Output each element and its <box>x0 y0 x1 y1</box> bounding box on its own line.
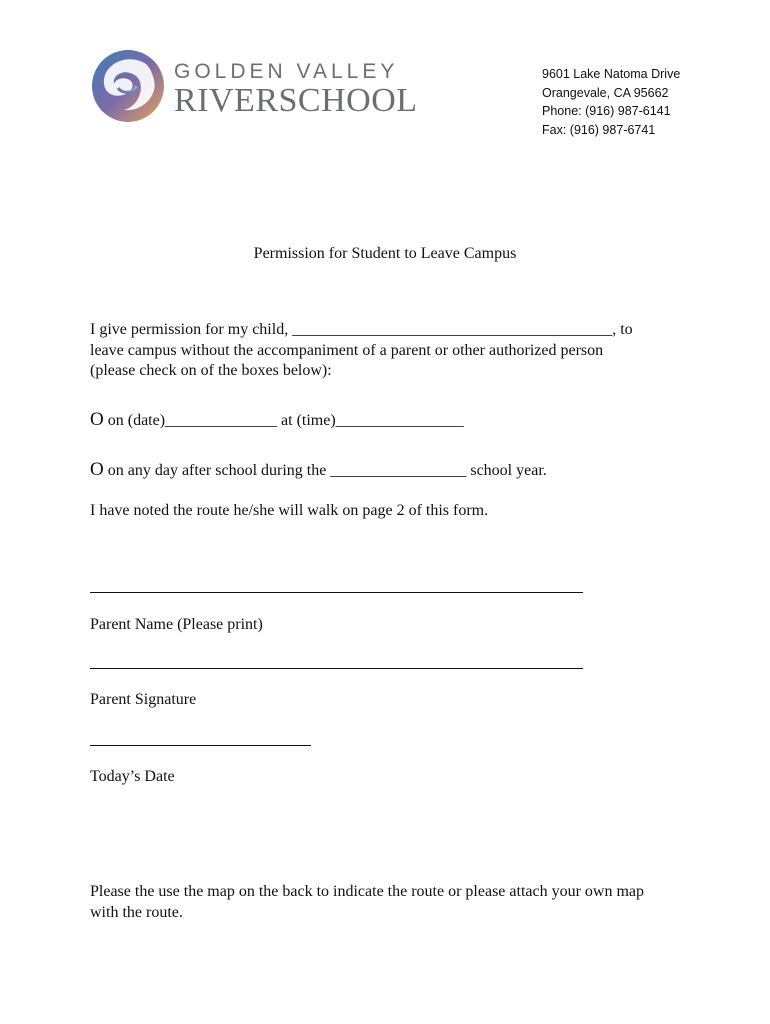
route-note: I have noted the route he/she will walk on page 2 of this form. <box>90 502 489 519</box>
parent-signature-label: Parent Signature <box>90 691 197 708</box>
option-date-time-checkbox[interactable]: O <box>90 409 104 430</box>
option-school-year-label: on any day after school during the _________________ school year. <box>107 462 547 479</box>
option-school-year-checkbox[interactable]: O <box>90 459 104 480</box>
map-note-line-1: Please the use the map on the back to indicate the route or please attach your own map <box>90 883 645 900</box>
logo-line-golden-valley: GOLDEN VALLEY <box>174 60 399 83</box>
school-logo <box>88 44 418 128</box>
form-title: Permission for Student to Leave Campus <box>253 245 517 262</box>
permission-line-2: leave campus without the accompaniment of a parent or other authorized person <box>90 342 604 359</box>
todays-date-label: Today’s Date <box>90 768 175 785</box>
address-fax: Fax: (916) 987-6741 <box>542 122 656 137</box>
school-logo-emblem-icon <box>88 44 168 128</box>
option-school-year <box>90 459 547 481</box>
parent-name-label: Parent Name (Please print) <box>90 616 263 633</box>
address-city: Orangevale, CA 95662 <box>542 85 669 100</box>
option-date-time <box>90 409 464 431</box>
permission-line-1: I give permission for my child, ________________________________________, to <box>90 321 633 338</box>
logo-line-riverschool: RIVERSCHOOL <box>174 82 418 119</box>
permission-line-3: (please check on of the boxes below): <box>90 362 332 379</box>
todays-date-field[interactable] <box>90 745 311 746</box>
address-street: 9601 Lake Natoma Drive <box>542 67 681 81</box>
parent-name-field[interactable] <box>90 592 583 593</box>
address-phone: Phone: (916) 987-6141 <box>542 104 671 118</box>
school-address <box>542 65 680 139</box>
option-date-time-label: on (date)______________ at (time)________________ <box>107 412 464 429</box>
parent-signature-field[interactable] <box>90 668 583 669</box>
map-note-line-2: with the route. <box>90 904 183 921</box>
